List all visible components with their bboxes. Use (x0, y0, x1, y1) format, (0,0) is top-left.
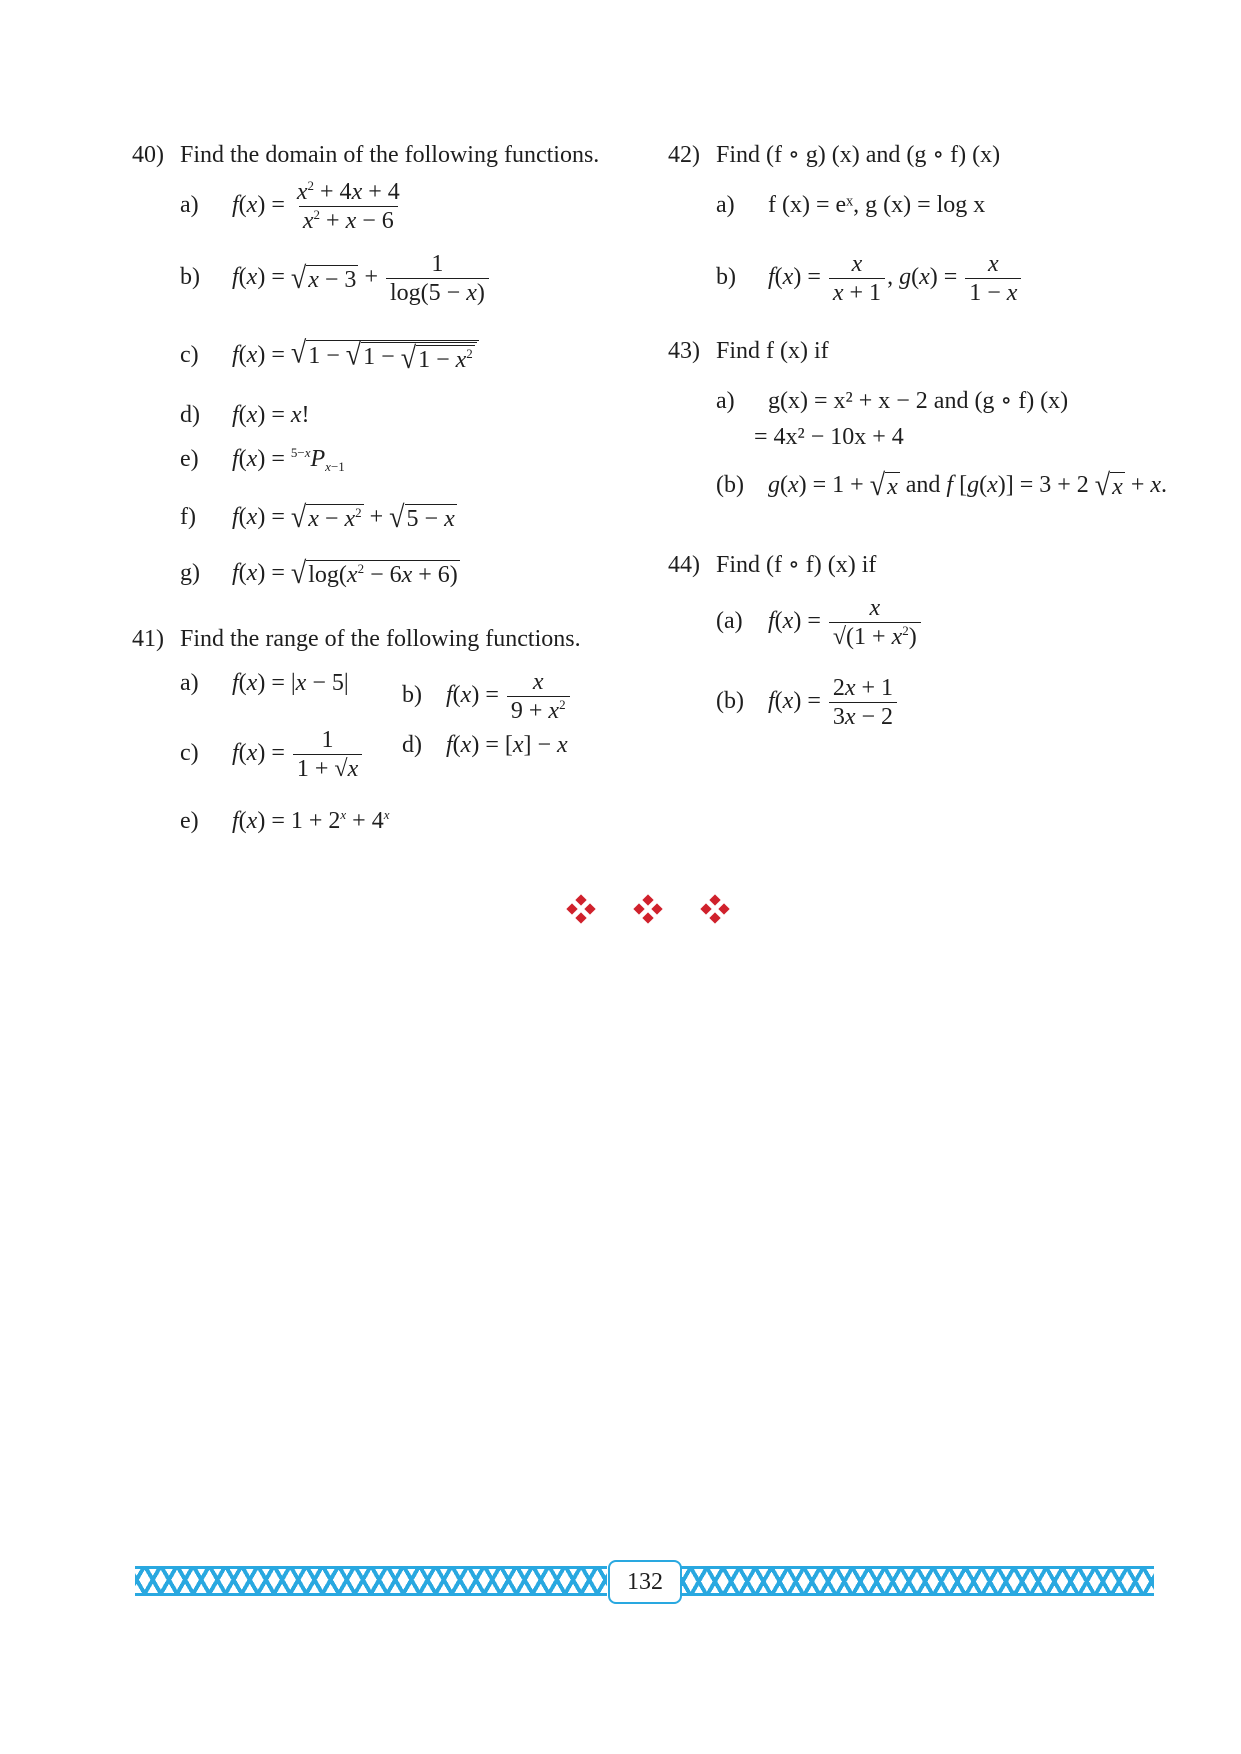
question-number: 41) (132, 626, 164, 652)
footer-band-right (680, 1566, 1154, 1592)
q40-part-b (180, 250, 491, 307)
part-label: b) (402, 682, 422, 709)
q40-part-e (180, 444, 345, 474)
formula: $f(x) = ^{5-x}P_{x-1}$ (232, 445, 345, 474)
diamond-cluster-icon (568, 896, 594, 922)
part-label: a) (716, 192, 735, 218)
part-label: b) (180, 264, 200, 291)
q42-part-b (716, 250, 1023, 307)
question-40 (132, 140, 599, 170)
section-divider-ornament (568, 896, 728, 926)
part-label: f) (180, 504, 196, 530)
q43-part-a-continued (754, 422, 904, 452)
formula: f (x) = eˣ, g (x) = log x (768, 192, 986, 218)
formula: f(x) = √ $x - x^2$ + √ 5 − x (232, 500, 455, 535)
diamond-cluster-icon (635, 896, 661, 922)
part-label: (b) (716, 688, 744, 715)
q43-part-b (716, 468, 1168, 503)
part-label: c) (180, 740, 199, 767)
question-text: Find the range of the following functions. (180, 626, 581, 652)
question-text: Find (f ∘ f) (x) if (716, 552, 877, 578)
formula: f(x) = $\frac{x}{9 + x^2}$ (446, 682, 572, 708)
formula-line-2: = 4x² − 10x + 4 (754, 424, 904, 450)
formula: f(x) = x! (232, 402, 310, 428)
question-44 (668, 550, 876, 580)
formula: g(x) = 1 + √ x and f [g(x)] = 3 + 2 √ x + x. (768, 468, 1168, 503)
part-label: d) (180, 402, 200, 428)
q41-part-e (180, 806, 390, 836)
part-label: d) (402, 732, 422, 758)
question-number: 42) (668, 142, 700, 168)
formula: f(x) = $\frac{1}{1 + √x}$ (232, 740, 364, 766)
question-42 (668, 140, 1000, 170)
question-41 (132, 624, 581, 654)
formula-line-1: g(x) = x² + x − 2 and (g ∘ f) (x) (768, 388, 1069, 414)
formula: f(x) = $\frac{x}{x + 1}$ , g(x) = $\frac{x}{1 - x}$ (768, 264, 1023, 290)
formula: f(x) = [x] − x (446, 732, 568, 758)
formula: f(x) = √ x − 3 + $\frac{1}{\log(5 - x)}$ (232, 264, 491, 290)
part-label: a) (180, 192, 199, 219)
q44-part-a (716, 594, 923, 651)
q40-part-a (180, 178, 406, 235)
question-text: Find f (x) if (716, 338, 829, 364)
formula: f(x) = √ $\log(x^2 - 6x + 6)$ (232, 556, 458, 591)
q44-part-b (716, 674, 899, 731)
page-number: 132 (608, 1560, 682, 1604)
q41-part-c (180, 726, 364, 783)
footer-band-left (135, 1566, 607, 1592)
question-43 (668, 336, 829, 366)
formula: f(x) = $\frac{x}{√(1 + x^2)}$ (768, 608, 923, 634)
formula: $f(x) = 1 + 2^x + 4^x$ (232, 807, 390, 834)
q40-part-g (180, 556, 460, 591)
part-label: a) (716, 388, 735, 414)
part-label: a) (180, 670, 199, 696)
formula: f(x) = $\frac{2x + 1}{3x - 2}$ (768, 688, 899, 714)
q41-part-b (402, 668, 572, 725)
q42-part-a (716, 190, 985, 220)
part-label: e) (180, 808, 199, 834)
q43-part-a (716, 386, 1068, 416)
part-label: c) (180, 342, 199, 368)
part-label: (a) (716, 608, 743, 635)
part-label: b) (716, 264, 736, 291)
question-text: Find the domain of the following functions. (180, 142, 600, 168)
formula: f(x) = √ 1 − √ 1 − √ $1 - x^2$ (232, 342, 479, 368)
question-text: Find (f ∘ g) (x) and (g ∘ f) (x) (716, 142, 1001, 168)
formula: f(x) = $\frac{x^2 + 4x + 4}{x^2 + x - 6}$ (232, 178, 400, 234)
q41-part-d (402, 730, 568, 760)
question-number: 43) (668, 338, 700, 364)
question-number: 40) (132, 142, 164, 168)
formula: f(x) = |x − 5| (232, 670, 349, 696)
diamond-cluster-icon (702, 896, 728, 922)
q40-part-c (180, 336, 479, 376)
part-label: g) (180, 560, 200, 586)
question-number: 44) (668, 552, 700, 578)
part-label: (b) (716, 472, 744, 498)
q40-part-d (180, 400, 310, 430)
part-label: e) (180, 446, 199, 472)
q40-part-f (180, 500, 457, 535)
q41-part-a (180, 668, 349, 698)
